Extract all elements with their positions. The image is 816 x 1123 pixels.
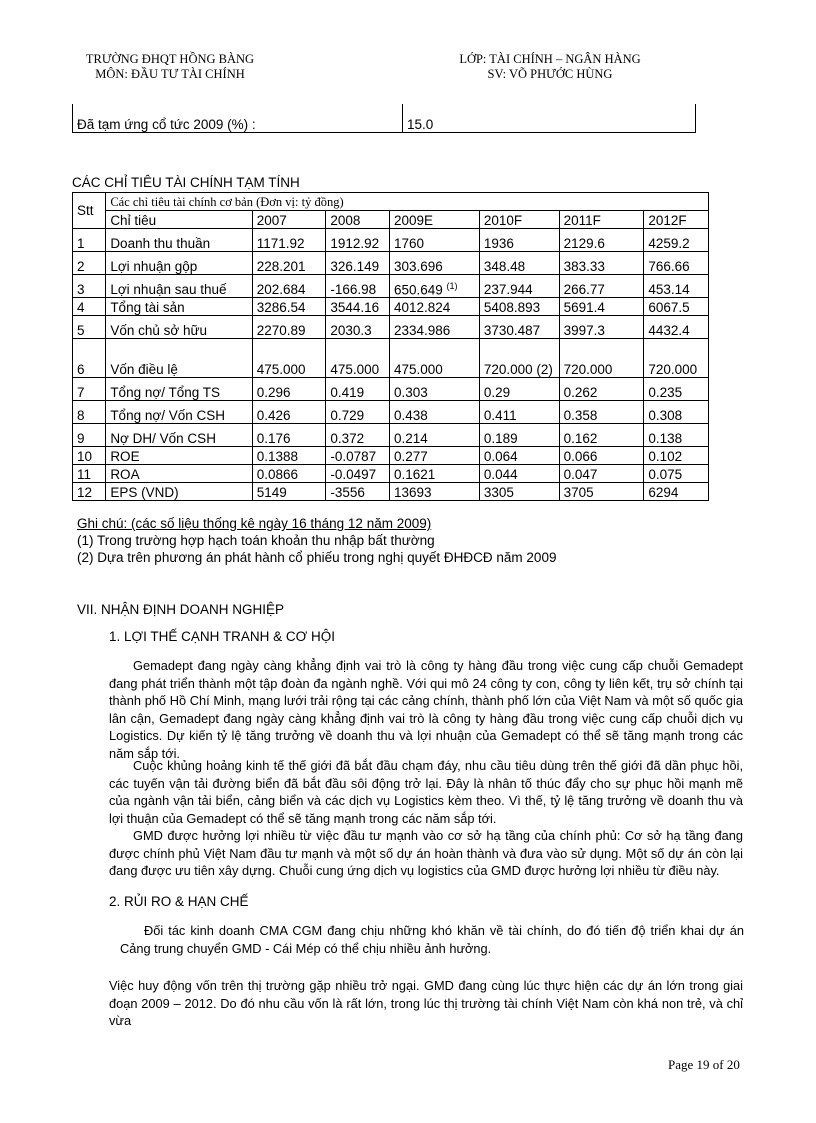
cell-text: 0.189 bbox=[483, 431, 518, 446]
table-row bbox=[73, 339, 709, 378]
row-value bbox=[559, 275, 644, 298]
row-value bbox=[326, 275, 390, 298]
table-notes bbox=[77, 515, 556, 566]
row-value bbox=[479, 298, 559, 316]
cell-text: 0.176 bbox=[256, 431, 291, 446]
row-stt: 7 bbox=[73, 378, 106, 401]
cell-text: 720.000 bbox=[563, 362, 613, 377]
row-value bbox=[326, 465, 390, 483]
column-header-row bbox=[73, 211, 709, 229]
cell-text: 1912.92 bbox=[330, 236, 380, 251]
financial-indicators-table bbox=[72, 192, 709, 501]
fin-table-title: CÁC CHỈ TIÊU TÀI CHÍNH TẠM TÍNH bbox=[72, 175, 300, 190]
row-value bbox=[479, 483, 559, 501]
row-value bbox=[326, 229, 390, 252]
row-stt: 2 bbox=[73, 252, 106, 275]
row-value bbox=[559, 298, 644, 316]
school-name: TRƯỜNG ĐHQT HỒNG BÀNG bbox=[85, 52, 255, 66]
row-value bbox=[479, 465, 559, 483]
row-indicator: Vốn chủ sở hữu bbox=[106, 316, 252, 339]
table-row bbox=[73, 275, 709, 298]
cell-text: 720.000 (2) bbox=[483, 362, 553, 377]
row-value bbox=[479, 424, 559, 447]
cell-text: 0.729 bbox=[330, 408, 365, 423]
row-value bbox=[252, 424, 326, 447]
cell-text: 266.77 bbox=[563, 282, 605, 297]
cell-text: 0.0866 bbox=[256, 467, 298, 482]
row-value bbox=[389, 483, 479, 501]
row-value bbox=[559, 447, 644, 465]
table-row bbox=[73, 378, 709, 401]
row-value bbox=[252, 401, 326, 424]
cell-text: 3730.487 bbox=[483, 323, 541, 338]
row-value bbox=[389, 275, 479, 298]
cell-text: 0.214 bbox=[393, 431, 428, 446]
row-value bbox=[479, 275, 559, 298]
row-value bbox=[644, 465, 709, 483]
cell-text: 0.1621 bbox=[393, 467, 436, 482]
cell-text: 4432.4 bbox=[648, 323, 690, 338]
row-value bbox=[479, 447, 559, 465]
cell-text: 326.149 bbox=[330, 259, 380, 274]
paragraph-2: Cuộc khủng hoảng kinh tế thế giới đã bắt đầu chạm đáy, nhu cầu tiêu dùng trên thế giới đã dần phục hồi, các tuyến vận tải đường biển đã bắt đầu sôi động trở lại. Đây là nhân tố thúc đẩy cho sự phục hồi mạnh mẽ của ngành vận tải biển, cảng biển và các dịch vụ Logistics kèm theo. Vì thế, tỷ lệ tăng trưởng về doanh thu và lợi thuận của Gemadept có thể sẽ tăng mạnh trong các năm sắp tới. bbox=[109, 758, 743, 826]
table-row bbox=[73, 483, 709, 501]
table-row bbox=[73, 298, 709, 316]
cell-text: 5408.893 bbox=[483, 300, 541, 315]
group-header: Các chỉ tiêu tài chính cơ bản (Đơn vị: tỷ đồng) bbox=[106, 193, 709, 211]
row-value bbox=[644, 275, 709, 298]
row-value bbox=[326, 339, 390, 378]
row-value bbox=[326, 483, 390, 501]
cell-text: 1936 bbox=[483, 236, 514, 251]
footnote-marker: (1) bbox=[446, 280, 458, 291]
stt-header: Stt bbox=[73, 193, 106, 229]
row-value bbox=[326, 424, 390, 447]
cell-text: 0.372 bbox=[330, 431, 365, 446]
row-value bbox=[644, 298, 709, 316]
row-value bbox=[252, 447, 326, 465]
row-value bbox=[389, 316, 479, 339]
student-name: SV: VÕ PHƯỚC HÙNG bbox=[487, 67, 613, 81]
cell-text: 3305 bbox=[483, 485, 514, 500]
cell-text: 0.066 bbox=[563, 449, 598, 464]
row-value bbox=[252, 229, 326, 252]
cell-text: 0.296 bbox=[256, 385, 291, 400]
section-heading: VII. NHẬN ĐỊNH DOANH NGHIỆP bbox=[77, 602, 285, 617]
cell-text: 475.000 bbox=[330, 362, 380, 377]
row-value bbox=[644, 339, 709, 378]
row-value bbox=[559, 424, 644, 447]
row-value bbox=[644, 378, 709, 401]
row-value bbox=[644, 447, 709, 465]
note-1: (1) Trong trường hợp hạch toán khoản thu nhập bất thường bbox=[77, 533, 435, 548]
cell-text: 3705 bbox=[563, 485, 594, 500]
row-value bbox=[326, 401, 390, 424]
row-value bbox=[644, 229, 709, 252]
row-indicator: Nợ DH/ Vốn CSH bbox=[106, 424, 252, 447]
cell-text: 0.075 bbox=[648, 467, 683, 482]
subsection-heading: 2. RỦI RO & HẠN CHẾ bbox=[109, 894, 249, 909]
row-value bbox=[389, 447, 479, 465]
row-stt: 8 bbox=[73, 401, 106, 424]
cell-text: 4012.824 bbox=[393, 300, 451, 315]
note-source: Ghi chú: (các số liệu thống kê ngày 16 tháng 12 năm 2009) bbox=[77, 516, 432, 531]
col-header: 2010F bbox=[479, 211, 559, 229]
cell-text: -166.98 bbox=[330, 282, 377, 297]
paragraph-4: Đối tác kinh doanh CMA CGM đang chịu những khó khăn về tài chính, do đó tiến độ triển khai dự án Cảng trung chuyển GMD - Cái Mép có thể chịu nhiều ảnh hưởng. bbox=[120, 923, 744, 956]
table-row bbox=[73, 401, 709, 424]
paragraph-3: GMD được hưởng lợi nhiều từ việc đầu tư mạnh vào cơ sở hạ tầng của chính phủ: Cơ sở hạ tầng đang được chính phủ Việt Nam đầu tư mạnh và một số dự án hoàn thành và đưa vào sử dụng. Một số dự án còn lại đang được ưu tiên xây dựng. Chuỗi cung ứng dịch vụ logistics của GMD được hưởng lợi nhiều từ điều này. bbox=[109, 828, 743, 879]
page-number: Page 19 of 20 bbox=[668, 1057, 740, 1072]
row-value bbox=[479, 229, 559, 252]
cell-text: 13693 bbox=[393, 485, 432, 500]
row-value bbox=[252, 252, 326, 275]
table-row bbox=[73, 104, 696, 133]
row-value bbox=[326, 316, 390, 339]
row-stt: 1 bbox=[73, 229, 106, 252]
cell-text: 0.419 bbox=[330, 385, 365, 400]
table-row bbox=[73, 424, 709, 447]
row-value bbox=[479, 378, 559, 401]
row-value bbox=[644, 316, 709, 339]
cell-text: 475.000 bbox=[393, 362, 443, 377]
row-value bbox=[389, 401, 479, 424]
row-value bbox=[644, 424, 709, 447]
dividend-table bbox=[72, 104, 696, 133]
row-value bbox=[644, 252, 709, 275]
cell-text: 5149 bbox=[256, 485, 287, 500]
cell-text: -0.0787 bbox=[330, 449, 377, 464]
row-value bbox=[326, 252, 390, 275]
cell-text: 3544.16 bbox=[330, 300, 380, 315]
row-value bbox=[252, 298, 326, 316]
table-row bbox=[73, 252, 709, 275]
row-value bbox=[479, 401, 559, 424]
row-stt: 11 bbox=[73, 465, 106, 483]
row-value bbox=[644, 483, 709, 501]
cell-text: 6067.5 bbox=[648, 300, 690, 315]
row-value bbox=[389, 378, 479, 401]
cell-text: 0.138 bbox=[648, 431, 683, 446]
subsection-heading: 1. LỢI THẾ CẠNH TRANH & CƠ HỘI bbox=[109, 629, 335, 644]
class-name: LỚP: TÀI CHÍNH – NGÂN HÀNG bbox=[459, 52, 641, 66]
cell-text: 0.308 bbox=[648, 408, 683, 423]
cell-text: 720.000 bbox=[648, 362, 698, 377]
row-value bbox=[559, 378, 644, 401]
cell-text: 650.649 bbox=[393, 282, 443, 297]
cell-text: 766.66 bbox=[648, 259, 690, 274]
cell-text: 1760 bbox=[393, 236, 425, 251]
row-stt: 5 bbox=[73, 316, 106, 339]
row-value bbox=[479, 252, 559, 275]
cell-text: 0.438 bbox=[393, 408, 428, 423]
col-header: 2008 bbox=[326, 211, 390, 229]
row-value bbox=[389, 465, 479, 483]
row-stt: 6 bbox=[73, 339, 106, 378]
col-header: Chỉ tiêu bbox=[106, 211, 252, 229]
row-value bbox=[326, 298, 390, 316]
cell-text: 0.426 bbox=[256, 408, 291, 423]
paragraph-1: Gemadept đang ngày càng khẳng định vai trò là công ty hàng đầu trong việc cung cấp chuỗi Gemadept đang phát triển thành một tập đoàn đa ngành nghề. Với qui mô 24 công ty con, công ty liên kết, trụ sở chính tại thành phố Hồ Chí Minh, mạng lưới trải rộng tại các cảng chính, thành phố lớn của Việt Nam và một số quốc gia lân cận, Gemadept đang ngày càng khẳng định vai trò là công ty hàng đầu trong việc cung cấp chuỗi dịch vụ Logistics. Dự kiến tỷ lệ tăng trưởng về doanh thu và lợi nhuận của Gemadept có thể sẽ tăng mạnh trong các năm sắp tới. bbox=[109, 658, 743, 761]
cell-text: 0.411 bbox=[483, 408, 517, 423]
row-value bbox=[252, 465, 326, 483]
row-value bbox=[389, 229, 479, 252]
row-value bbox=[559, 229, 644, 252]
cell-text: 2030.3 bbox=[330, 323, 372, 338]
cell-text: -3556 bbox=[330, 485, 365, 500]
header-left bbox=[80, 52, 260, 82]
row-indicator: Vốn điều lệ bbox=[106, 339, 252, 378]
row-value bbox=[559, 401, 644, 424]
cell-text: 0.29 bbox=[483, 385, 511, 400]
row-value bbox=[559, 465, 644, 483]
row-value bbox=[559, 339, 644, 378]
row-value bbox=[559, 252, 644, 275]
row-value bbox=[389, 424, 479, 447]
row-value bbox=[559, 316, 644, 339]
row-stt: 3 bbox=[73, 275, 106, 298]
row-value bbox=[389, 252, 479, 275]
note-2: (2) Dựa trên phương án phát hành cổ phiếu trong nghị quyết ĐHĐCĐ năm 2009 bbox=[77, 550, 557, 565]
cell-text: 237.944 bbox=[483, 282, 533, 297]
paragraph-5: Việc huy động vốn trên thị trường gặp nhiều trở ngại. GMD đang cùng lúc thực hiện các dự án lớn trong giai đoạn 2009 – 2012. Do đó nhu cầu vốn là rất lớn, trong lúc thị trường tài chính Việt Nam còn khá non trẻ, và chỉ vừa bbox=[109, 978, 743, 1029]
col-header: 2007 bbox=[252, 211, 326, 229]
row-indicator: Tổng tài sản bbox=[106, 298, 252, 316]
col-header: 2012F bbox=[644, 211, 709, 229]
cell-text: 0.235 bbox=[648, 385, 683, 400]
row-indicator: ROE bbox=[106, 447, 252, 465]
table-row bbox=[73, 316, 709, 339]
cell-text: 0.303 bbox=[393, 385, 428, 400]
table-row bbox=[73, 465, 709, 483]
row-value bbox=[479, 316, 559, 339]
row-value bbox=[326, 378, 390, 401]
cell-text: 0.044 bbox=[483, 467, 518, 482]
cell-text: 348.48 bbox=[483, 259, 526, 274]
row-indicator: Lợi nhuận sau thuế bbox=[106, 275, 252, 298]
row-value bbox=[389, 298, 479, 316]
row-value bbox=[644, 401, 709, 424]
cell-text: -0.0497 bbox=[330, 467, 377, 482]
row-value bbox=[479, 339, 559, 378]
cell-text: 2129.6 bbox=[563, 236, 605, 251]
row-indicator: Tổng nợ/ Tổng TS bbox=[106, 378, 252, 401]
row-stt: 4 bbox=[73, 298, 106, 316]
cell-text: 453.14 bbox=[648, 282, 690, 297]
row-indicator: Doanh thu thuần bbox=[106, 229, 252, 252]
cell-text: 0.262 bbox=[563, 385, 598, 400]
cell-text: 0.277 bbox=[393, 449, 428, 464]
row-indicator: Tổng nợ/ Vốn CSH bbox=[106, 401, 252, 424]
cell-text: 0.102 bbox=[648, 449, 683, 464]
row-stt: 9 bbox=[73, 424, 106, 447]
row-value bbox=[559, 483, 644, 501]
dividend-label: Đã tạm ứng cổ tức 2009 (%) : bbox=[73, 104, 403, 133]
cell-text: 2334.986 bbox=[393, 323, 451, 338]
row-stt: 10 bbox=[73, 447, 106, 465]
row-value bbox=[326, 447, 390, 465]
row-value bbox=[252, 378, 326, 401]
cell-text: 6294 bbox=[648, 485, 679, 500]
cell-text: 4259.2 bbox=[648, 236, 690, 251]
cell-text: 228.201 bbox=[256, 259, 306, 274]
col-header: 2009E bbox=[389, 211, 479, 229]
col-header: 2011F bbox=[559, 211, 644, 229]
cell-text: 475.000 bbox=[256, 362, 306, 377]
table-header-row bbox=[73, 193, 709, 211]
cell-text: 0.047 bbox=[563, 467, 598, 482]
cell-text: 0.064 bbox=[483, 449, 518, 464]
cell-text: 202.684 bbox=[256, 282, 306, 297]
cell-text: 303.696 bbox=[393, 259, 443, 274]
cell-text: 2270.89 bbox=[256, 323, 306, 338]
row-stt: 12 bbox=[73, 483, 106, 501]
cell-text: 0.162 bbox=[563, 431, 598, 446]
row-value bbox=[252, 275, 326, 298]
header-right bbox=[450, 52, 650, 82]
dividend-value: 15.0 bbox=[403, 104, 696, 133]
cell-text: 1171.92 bbox=[256, 236, 305, 251]
cell-text: 3286.54 bbox=[256, 300, 306, 315]
row-indicator: Lợi nhuận gộp bbox=[106, 252, 252, 275]
cell-text: 383.33 bbox=[563, 259, 605, 274]
row-indicator: EPS (VND) bbox=[106, 483, 252, 501]
table-row bbox=[73, 229, 709, 252]
cell-text: 0.358 bbox=[563, 408, 598, 423]
subject-name: MÔN: ĐẦU TƯ TÀI CHÍNH bbox=[95, 67, 245, 81]
row-value bbox=[252, 483, 326, 501]
row-value bbox=[252, 316, 326, 339]
row-indicator: ROA bbox=[106, 465, 252, 483]
row-value bbox=[389, 339, 479, 378]
cell-text: 3997.3 bbox=[563, 323, 605, 338]
row-value bbox=[252, 339, 326, 378]
cell-text: 5691.4 bbox=[563, 300, 605, 315]
cell-text: 0.1388 bbox=[256, 449, 298, 464]
table-row bbox=[73, 447, 709, 465]
